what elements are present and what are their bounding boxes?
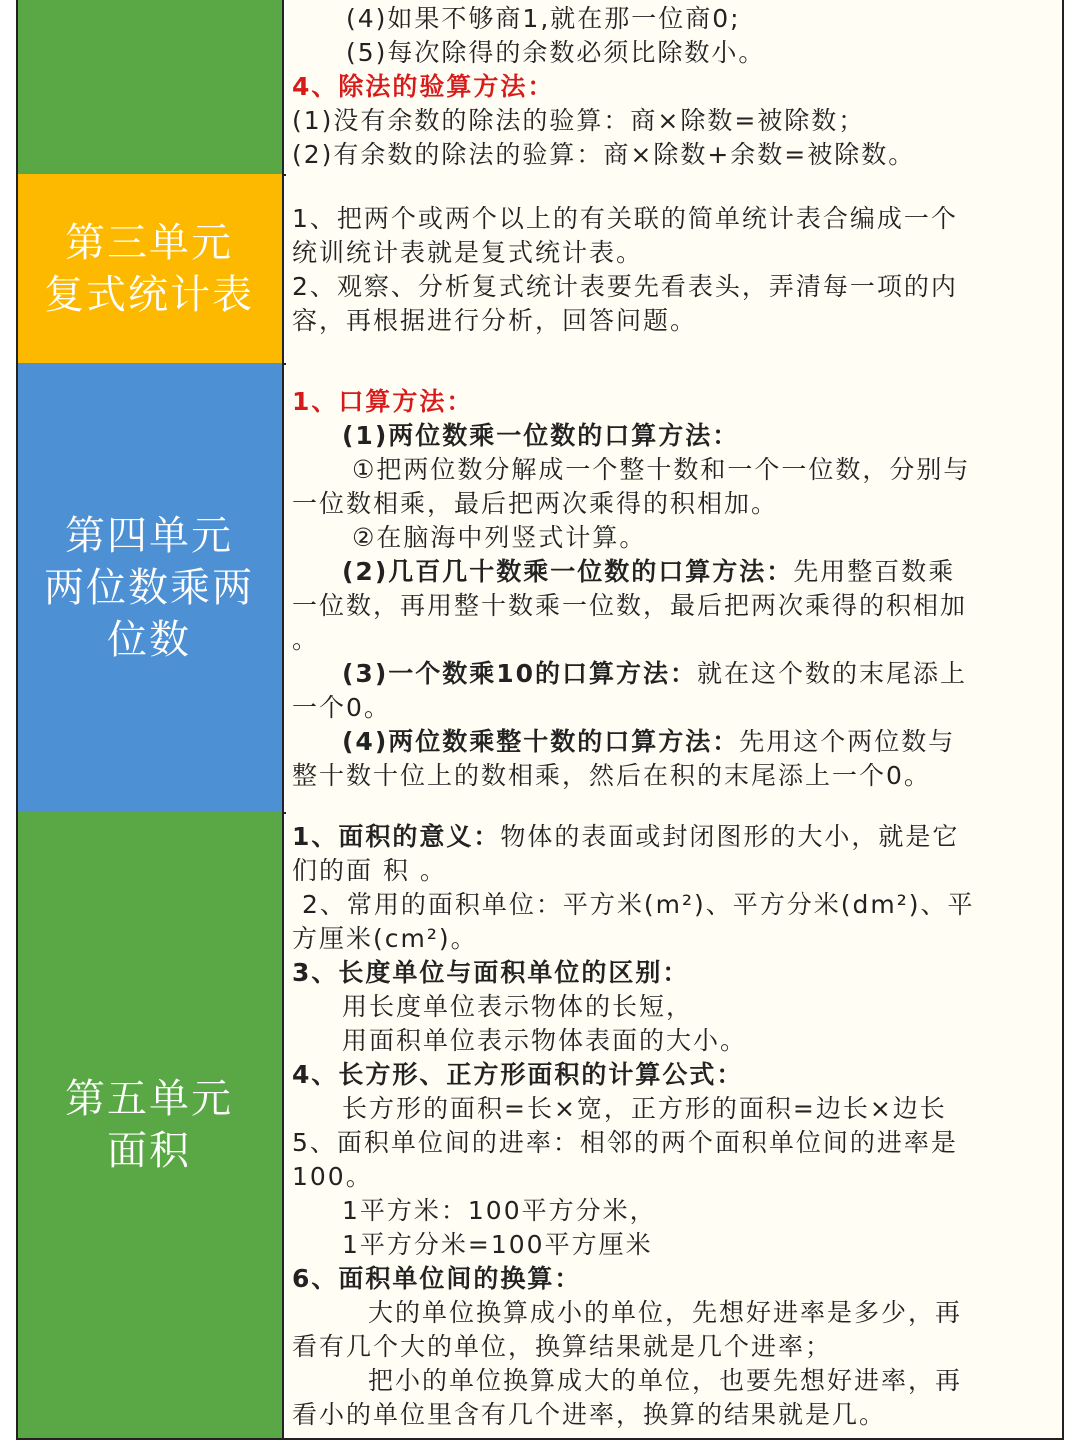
- text-line: 。: [292, 625, 320, 654]
- text-line: 一个0。: [292, 693, 391, 722]
- unit-label-line: 第四单元: [65, 512, 233, 559]
- text-line: 容，再根据进行分析，回答问题。: [292, 306, 698, 335]
- text-line: ②在脑海中列竖式计算。: [352, 523, 647, 552]
- unit-label: [16, 363, 284, 812]
- unit-label-line: 复式统计表: [44, 271, 254, 318]
- unit-label-line: 第三单元: [65, 219, 233, 266]
- text-line: 看小的单位里含有几个进率，换算的结果就是几。: [292, 1400, 887, 1429]
- section-heading: 1、口算方法：: [292, 387, 474, 416]
- text-line: 把小的单位换算成大的单位，也要先想好进率，再: [368, 1366, 963, 1395]
- text-line: 5、面积单位间的进率：相邻的两个面积单位间的进率是: [292, 1128, 958, 1157]
- summary-table: [16, 0, 1064, 1440]
- text-line: 一位数相乘，最后把两次乘得的积相加。: [292, 489, 779, 518]
- text-line: [292, 555, 1058, 589]
- table-row-unit-3: [16, 174, 1064, 365]
- text-line: 用长度单位表示物体的长短，: [342, 992, 694, 1021]
- unit-label-line: 面积: [107, 1128, 191, 1174]
- row-content: [286, 812, 1064, 1438]
- text-line: (5)每次除得的余数必须比除数小。: [292, 38, 766, 67]
- unit-label-line: 第五单元: [65, 1076, 233, 1122]
- text-line: 1、把两个或两个以上的有关联的简单统计表合编成一个: [292, 204, 958, 233]
- sub-heading: (4)两位数乘整十数的口算方法：: [342, 727, 740, 756]
- text-line: 用面积单位表示物体表面的大小。: [342, 1026, 748, 1055]
- text-line: 方厘米(cm²)。: [292, 924, 478, 953]
- text-line: 们的面 积 。: [292, 856, 447, 885]
- sub-heading: (1)两位数乘一位数的口算方法：: [342, 421, 740, 450]
- section-heading: 4、除法的验算方法：: [292, 72, 555, 101]
- text-line: (1)没有余数的除法的验算：商×除数=被除数；: [292, 106, 866, 135]
- text-line: [292, 725, 1058, 759]
- unit-label-line: 两位数乘两: [44, 564, 254, 611]
- sub-heading: 4、长方形、正方形面积的计算公式：: [292, 1060, 744, 1089]
- unit-label-line: 位数: [107, 616, 191, 663]
- sub-heading: 1、面积的意义：: [292, 822, 501, 851]
- table-row-division-cont: [16, 0, 1064, 176]
- text-line: 大的单位换算成小的单位，先想好进率是多少，再: [368, 1298, 963, 1327]
- sub-heading: 6、面积单位间的换算：: [292, 1264, 582, 1293]
- text-line: (2)有余数的除法的验算：商×除数+余数=被除数。: [292, 140, 916, 169]
- unit-label: [16, 174, 284, 363]
- row-content: [286, 0, 1064, 174]
- row-content: [286, 174, 1064, 363]
- text-line: 2、观察、分析复式统计表要先看表头，弄清每一项的内: [292, 272, 958, 301]
- text-line: 看有几个大的单位，换算结果就是几个进率；: [292, 1332, 833, 1361]
- text-line: 统训统计表就是复式统计表。: [292, 238, 644, 267]
- unit-label-empty: [16, 0, 284, 174]
- text-line: 整十数十位上的数相乘，然后在积的末尾添上一个0。: [292, 761, 931, 790]
- sub-heading: (3)一个数乘10的口算方法：: [342, 659, 698, 688]
- text-line: 一位数，再用整十数乘一位数，最后把两次乘得的积相加: [292, 591, 968, 620]
- sub-heading: 3、长度单位与面积单位的区别：: [292, 958, 690, 987]
- text-span: 物体的表面或封闭图形的大小，就是它: [500, 822, 960, 851]
- text-line: 长方形的面积=长×宽，正方形的面积=边长×边长: [342, 1094, 947, 1123]
- text-line: (4)如果不够商1,就在那一位商0;: [292, 4, 741, 33]
- text-line: ①把两位数分解成一个整十数和一个一位数，分别与: [352, 455, 971, 484]
- text-line: [292, 820, 1058, 854]
- sub-heading: (2)几百几十数乘一位数的口算方法：: [342, 557, 794, 586]
- text-span: 先用这个两位数与: [739, 727, 956, 756]
- row-content: [286, 363, 1064, 812]
- unit-label: [16, 812, 284, 1438]
- text-line: 100。: [292, 1162, 373, 1191]
- table-row-unit-5: [16, 812, 1064, 1440]
- text-span: 就在这个数的末尾添上: [697, 659, 968, 688]
- text-span: 先用整百数乘: [793, 557, 956, 586]
- text-line: [292, 657, 1058, 691]
- text-line: 1平方分米=100平方厘米: [342, 1230, 653, 1259]
- text-line: 2、常用的面积单位：平方米(m²)、平方分米(dm²)、平: [292, 890, 975, 919]
- text-line: 1平方米：100平方分米，: [342, 1196, 657, 1225]
- table-row-unit-4: [16, 363, 1064, 814]
